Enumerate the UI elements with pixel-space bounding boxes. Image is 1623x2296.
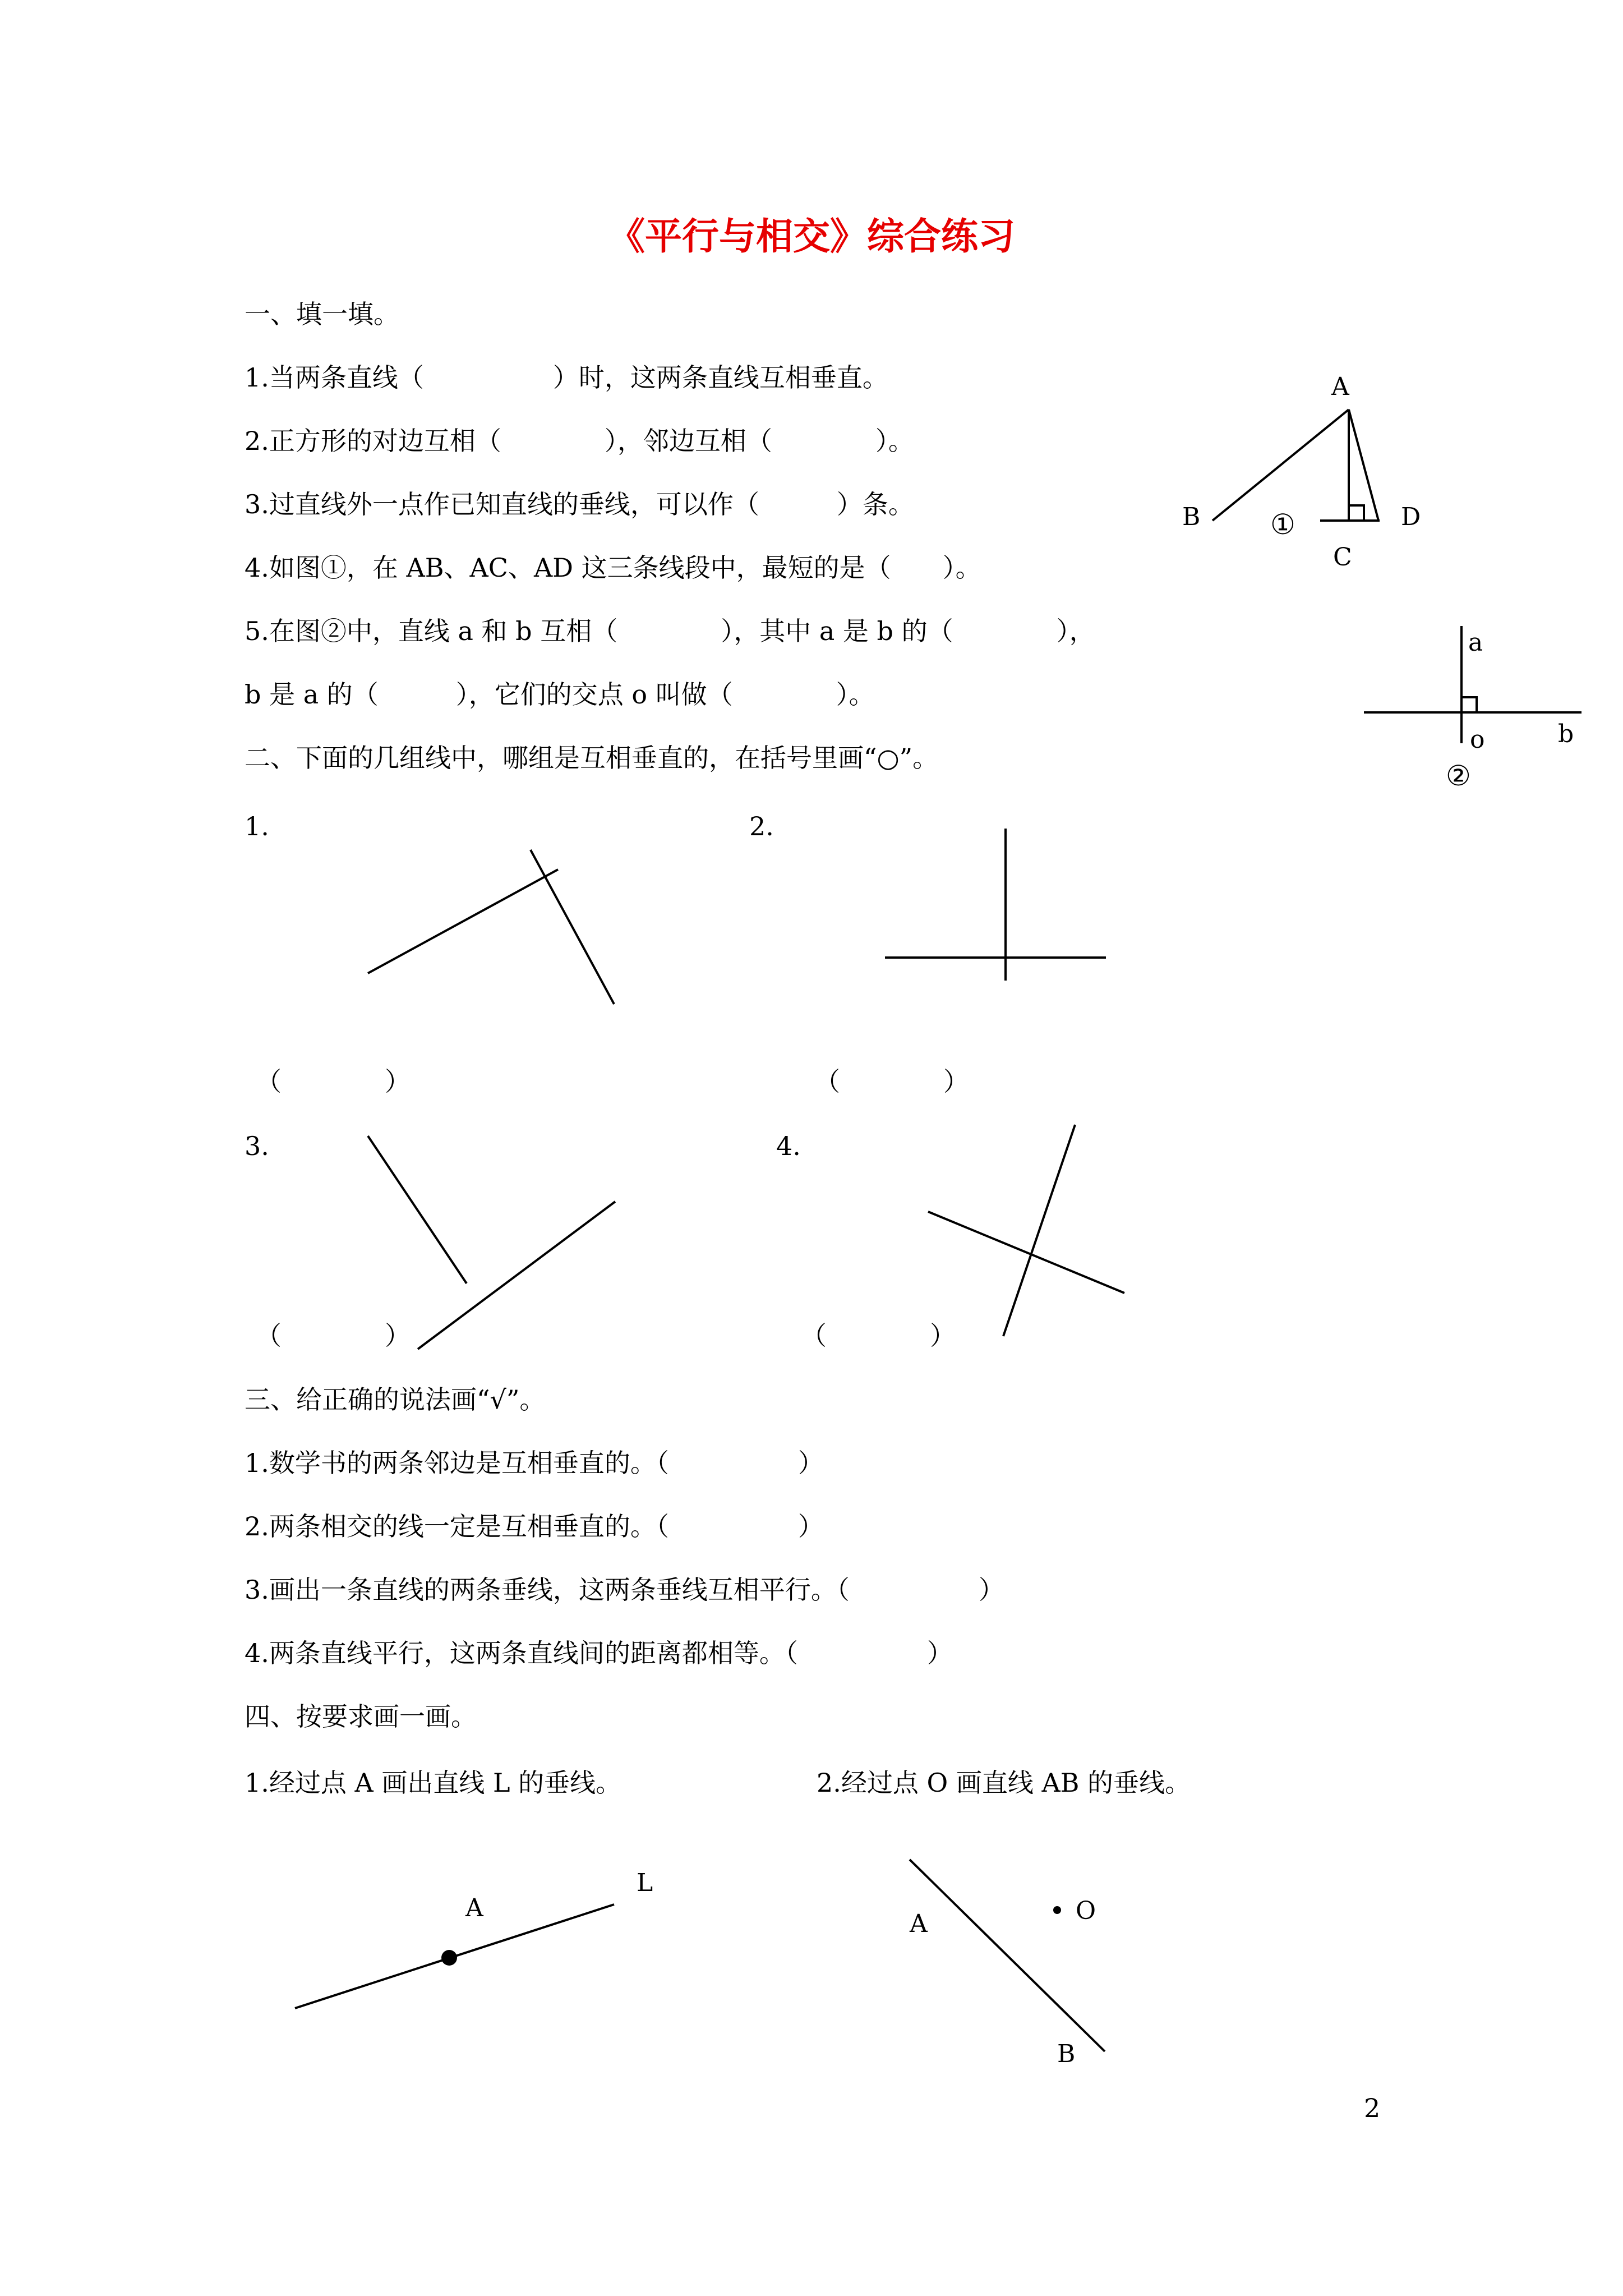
section3-question-2: 2.两条相交的线一定是互相垂直的。（ ） [245,1511,824,1542]
section1-question-5b: b 是 a 的（ ），它们的交点 o 叫做（ ）。 [245,679,875,710]
section3-question-3: 3.画出一条直线的两条垂线，这两条垂线互相平行。（ ） [245,1575,1004,1605]
section1-heading: 一、填一填。 [245,299,399,329]
section4-question-2: 2.经过点 O 画直线 AB 的垂线。 [817,1768,1191,1798]
item-2-answer-blank[interactable]: （ ） [814,1066,969,1097]
page-number: 2 [1364,2093,1381,2123]
section3-heading: 三、给正确的说法画“√”。 [245,1384,546,1415]
item-4-label: 4. [776,1131,801,1161]
line-ab [910,1860,1105,2051]
fig1-number: ① [1270,508,1295,541]
fig2-label-b: b [1558,720,1574,748]
s4-fig2-label-a: A [910,1910,928,1938]
item-4-answer-blank[interactable]: （ ） [801,1320,956,1351]
item-3-label: 3. [245,1131,269,1161]
fig1-label-a: A [1331,372,1349,401]
fig1-label-c: C [1333,543,1352,572]
section1-question-2: 2.正方形的对边互相（ ），邻边互相（ ）。 [245,426,914,456]
fig2-number: ② [1446,760,1471,792]
item-1-answer-blank[interactable]: （ ） [256,1066,411,1097]
s4-fig1-label-l: L [637,1869,653,1897]
fig1-label-b: B [1182,503,1201,531]
point-a-dot [441,1950,457,1966]
section3-question-4: 4.两条直线平行，这两条直线间的距离都相等。（ ） [245,1638,953,1668]
section4-heading: 四、按要求画一画。 [245,1701,477,1732]
section1-question-3: 3.过直线外一点作已知直线的垂线，可以作（ ）条。 [245,489,914,519]
section3-question-1: 1.数学书的两条邻边是互相垂直的。（ ） [245,1448,824,1478]
section1-question-4: 4.如图①，在 AB、AC、AD 这三条线段中，最短的是（ ）。 [245,553,981,583]
page-title: 《平行与相交》综合练习 [608,214,1015,258]
s4-fig2-label-b: B [1057,2040,1076,2068]
point-o-dot [1053,1906,1061,1914]
section1-question-5a: 5.在图②中，直线 a 和 b 互相（ ），其中 a 是 b 的（ ）， [245,616,1095,646]
s4-fig1-label-a: A [465,1894,483,1922]
fig2-label-a: a [1468,628,1483,657]
s4-fig2-label-o: O [1076,1897,1096,1925]
section1-question-1: 1.当两条直线（ ）时，这两条直线互相垂直。 [245,362,888,393]
item-2-label: 2. [749,811,774,841]
fig1-label-d: D [1401,503,1421,531]
item-3-answer-blank[interactable]: （ ） [256,1320,411,1351]
section4-question-1: 1.经过点 A 画出直线 L 的垂线。 [245,1768,622,1798]
section2-heading: 二、下面的几组线中，哪组是互相垂直的，在括号里画“○”。 [245,743,939,773]
item-1-label: 1. [245,811,269,841]
fig2-label-o: o [1470,725,1485,754]
